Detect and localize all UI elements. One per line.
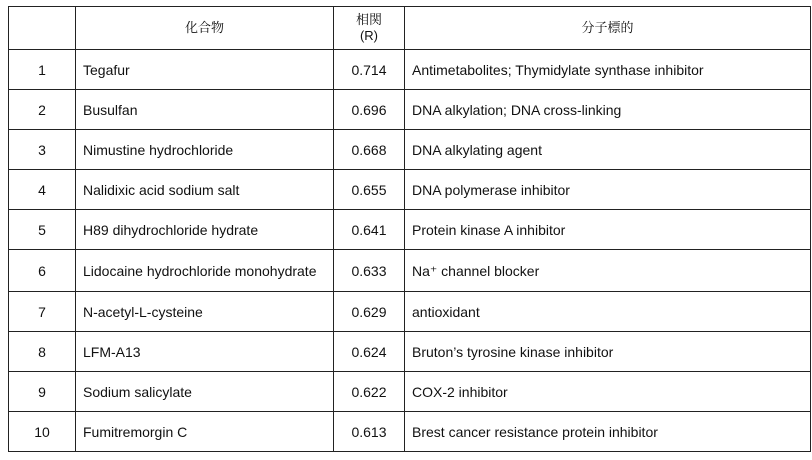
compound-name: Tegafur	[76, 50, 334, 90]
header-molecular-target: 分子標的	[405, 7, 811, 50]
molecular-target: antioxidant	[405, 292, 811, 332]
molecular-target: DNA alkylating agent	[405, 130, 811, 170]
correlation-value: 0.668	[334, 130, 405, 170]
row-number: 9	[9, 372, 76, 412]
table-header	[9, 7, 811, 50]
compound-name: Lidocaine hydrochloride monohydrate	[76, 250, 334, 292]
table-body	[9, 50, 811, 452]
correlation-value: 0.613	[334, 412, 405, 452]
compound-name: Fumitremorgin C	[76, 412, 334, 452]
header-correlation-line2: (R)	[359, 28, 379, 43]
compound-name: Busulfan	[76, 90, 334, 130]
table-row	[9, 50, 811, 90]
table-row	[9, 90, 811, 130]
row-number: 8	[9, 332, 76, 372]
compound-name: H89 dihydrochloride hydrate	[76, 210, 334, 250]
row-number: 10	[9, 412, 76, 452]
molecular-target: Protein kinase A inhibitor	[405, 210, 811, 250]
correlation-value: 0.641	[334, 210, 405, 250]
compound-name: N-acetyl-L-cysteine	[76, 292, 334, 332]
table-row	[9, 250, 811, 292]
molecular-target: DNA alkylation; DNA cross-linking	[405, 90, 811, 130]
table-row	[9, 372, 811, 412]
correlation-value: 0.624	[334, 332, 405, 372]
table-row	[9, 130, 811, 170]
row-number: 2	[9, 90, 76, 130]
table-row	[9, 210, 811, 250]
compound-name: Sodium salicylate	[76, 372, 334, 412]
molecular-target: COX-2 inhibitor	[405, 372, 811, 412]
molecular-target: Bruton’s tyrosine kinase inhibitor	[405, 332, 811, 372]
correlation-value: 0.633	[334, 250, 405, 292]
table-row	[9, 292, 811, 332]
compound-name: Nimustine hydrochloride	[76, 130, 334, 170]
compound-name: Nalidixic acid sodium salt	[76, 170, 334, 210]
row-number: 3	[9, 130, 76, 170]
compound-name: LFM-A13	[76, 332, 334, 372]
row-number: 7	[9, 292, 76, 332]
header-compound: 化合物	[76, 7, 334, 50]
header-correlation-line1: 相関	[355, 12, 382, 27]
row-number: 6	[9, 250, 76, 292]
row-number: 5	[9, 210, 76, 250]
header-correlation	[334, 7, 405, 50]
correlation-value: 0.629	[334, 292, 405, 332]
table-row	[9, 170, 811, 210]
correlation-value: 0.655	[334, 170, 405, 210]
table-row	[9, 412, 811, 452]
correlation-value: 0.622	[334, 372, 405, 412]
correlation-value: 0.714	[334, 50, 405, 90]
row-number: 4	[9, 170, 76, 210]
molecular-target: Na⁺ channel blocker	[405, 250, 811, 292]
header-row	[9, 7, 811, 50]
molecular-target: Brest cancer resistance protein inhibitor	[405, 412, 811, 452]
molecular-target: DNA polymerase inhibitor	[405, 170, 811, 210]
header-number	[9, 7, 76, 50]
molecular-target: Antimetabolites; Thymidylate synthase inhibitor	[405, 50, 811, 90]
row-number: 1	[9, 50, 76, 90]
correlation-value: 0.696	[334, 90, 405, 130]
table-row	[9, 332, 811, 372]
compound-correlation-table	[8, 6, 811, 452]
